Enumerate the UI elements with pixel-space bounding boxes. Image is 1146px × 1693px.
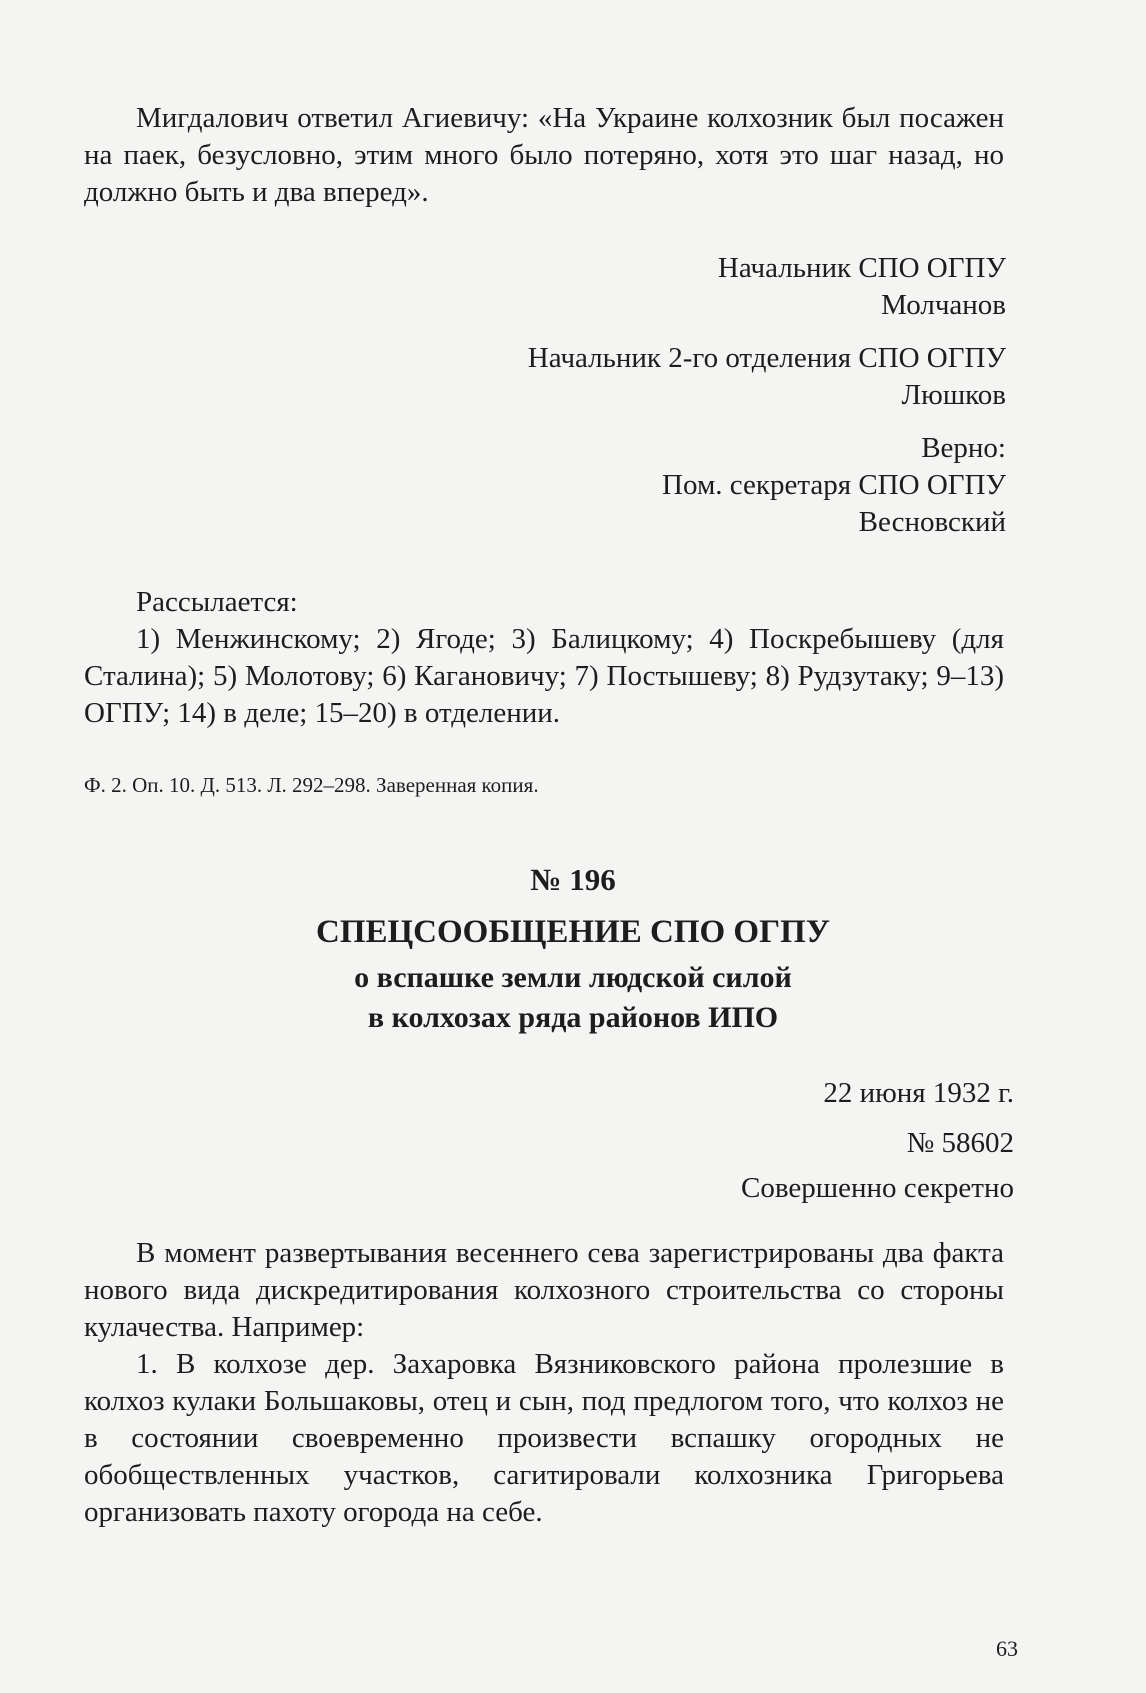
subtitle-line: в колхозах ряда районов ИПО	[367, 1001, 779, 1034]
document-reg-number: № 58602	[906, 1127, 1014, 1159]
signature-name: Весновский	[858, 506, 1006, 538]
document-date: 22 июня 1932 г.	[823, 1077, 1014, 1109]
signature-block-3	[662, 430, 1006, 541]
signature-name: Люшков	[901, 379, 1006, 411]
signature-title: Начальник 2-го отделения СПО ОГПУ	[527, 342, 1006, 374]
signature-block-2	[528, 340, 1006, 414]
signature-name: Молчанов	[881, 289, 1006, 321]
classification-stamp: Совершенно секретно	[741, 1172, 1014, 1204]
document-title: СПЕЦСООБЩЕНИЕ СПО ОГПУ	[316, 914, 830, 950]
subtitle-line: о вспашке земли людской силой	[354, 961, 792, 994]
body-paragraph-2: 1. В колхозе дер. Захаровка Вязниковского района пролезшие в колхоз кулаки Большаковы, отец и сын, под предлогом того, что колхоз не в состоянии своевременно произвести вспашку огородных не обобществленных участков, сагитировали колхозника Григорьева организовать пахоту огорода на себе.	[84, 1348, 1004, 1528]
signature-title: Пом. секретаря СПО ОГПУ	[662, 469, 1006, 501]
document-number: № 196	[530, 862, 616, 897]
archive-reference: Ф. 2. Оп. 10. Д. 513. Л. 292–298. Заверенная копия.	[84, 773, 539, 797]
verno-label: Верно:	[921, 432, 1006, 464]
top-paragraph: Мигдалович ответил Агиевичу: «На Украине колхозник был посажен на паек, безусловно, этим много было потеряно, хотя это шаг назад, но должно быть и два вперед».	[84, 102, 1004, 208]
signature-title: Начальник СПО ОГПУ	[717, 252, 1006, 284]
body-paragraph-1: В момент развертывания весеннего сева зарегистрированы два факта нового вида дискредитирования колхозного строительства со стороны кулачества. Например:	[84, 1237, 1004, 1343]
distribution-list: 1) Менжинскому; 2) Ягоде; 3) Балицкому; 4) Поскребышеву (для Сталина); 5) Молотову; 6) Кагановичу; 7) Постышеву; 8) Рудзутаку; 9–13) ОГПУ; 14) в деле; 15–20) в отделении.	[84, 623, 1004, 729]
signature-block-1	[718, 250, 1006, 324]
page-number: 63	[996, 1636, 1018, 1661]
distribution-label: Рассылается:	[136, 586, 298, 618]
document-subtitle	[0, 958, 1146, 1038]
